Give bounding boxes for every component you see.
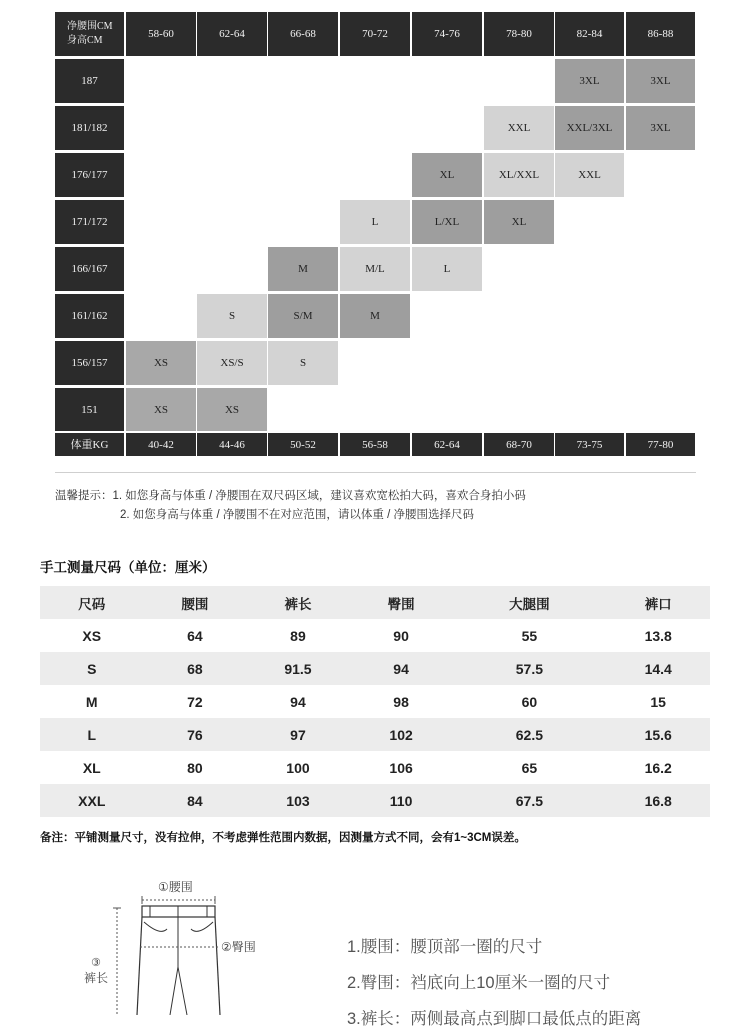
height-row-header: 176/177 (55, 153, 124, 197)
table-cell: 89 (290, 627, 306, 644)
size-cell: S (268, 341, 338, 385)
weight-range-cell: 50-52 (268, 433, 338, 456)
table-cell: L (87, 726, 97, 743)
inseam-right (178, 967, 187, 1015)
waist-range-header: 82-84 (555, 12, 624, 56)
table-cell: 14.4 (644, 660, 672, 677)
waist-range-header: 78-80 (484, 12, 554, 56)
table-cell: XS (82, 627, 102, 644)
weight-row-header: 体重KG (55, 433, 124, 456)
table-cell: 60 (521, 693, 538, 710)
size-cell: S/M (268, 294, 338, 338)
hip-label: ②臀围 (221, 940, 256, 954)
waist-range-header: 62-64 (197, 12, 267, 56)
table-row (40, 652, 710, 685)
waist-label: ①腰围 (158, 880, 193, 894)
size-cell: XXL (484, 106, 554, 150)
table-cell: XL (82, 759, 101, 776)
size-cell: 3XL (555, 59, 624, 103)
size-cell: M (340, 294, 410, 338)
corner-waist-label: 净腰围CM (67, 21, 113, 32)
size-cell: M (268, 247, 338, 291)
column-header: 大腿围 (509, 596, 550, 612)
length-number: ③ (91, 956, 101, 969)
size-cell: XL (412, 153, 482, 197)
table-cell: 100 (286, 759, 310, 776)
table-cell: 15 (650, 693, 666, 710)
table-cell: 72 (187, 693, 203, 710)
table-cell: 94 (393, 660, 409, 677)
table-cell: 106 (389, 759, 413, 776)
size-cell: XS (126, 341, 196, 385)
measurement-table (40, 586, 710, 817)
table-cell: 55 (521, 627, 538, 644)
table-cell: 68 (187, 660, 203, 677)
table-cell: 110 (389, 792, 413, 809)
tip-line-2: 2. 如您身高与体重 / 净腰围不在对应范围，请以体重 / 净腰围选择尺码 (120, 509, 474, 521)
table-cell: 67.5 (515, 792, 544, 809)
inseam-left (170, 917, 178, 1015)
table-cell: 98 (393, 693, 409, 710)
table-cell: 57.5 (515, 660, 544, 677)
corner-height-label: 身高CM (67, 35, 103, 46)
size-cell: XXL (555, 153, 624, 197)
outer-seam-right (215, 917, 220, 1015)
weight-range-cell: 68-70 (484, 433, 554, 456)
size-tips (55, 487, 526, 525)
size-cell: L (412, 247, 482, 291)
table-cell: M (85, 693, 98, 710)
tip-line-1: 温馨提示：1. 如您身高与体重 / 净腰围在双尺码区域，建议喜欢宽松拍大码，喜欢合身拍小码 (55, 490, 526, 502)
length-label: 裤长 (84, 971, 109, 985)
size-cell: L (340, 200, 410, 244)
table-cell: XXL (78, 792, 106, 809)
column-header: 裤口 (644, 596, 672, 612)
measure-title: 手工测量尺码（单位：厘米） (40, 560, 216, 575)
height-row-header: 156/157 (55, 341, 124, 385)
measure-note: 备注：平铺测量尺寸，没有拉伸，不考虑弹性范围内数据，因测量方式不同，会有1~3CM误差。 (40, 832, 526, 844)
pants-diagram (70, 872, 290, 1015)
table-row (40, 784, 710, 817)
outer-seam-left (137, 917, 142, 1015)
legend-length: 3.裤长：两侧最高点到脚口最低点的距离 (347, 1010, 642, 1028)
table-cell: 64 (187, 627, 203, 644)
table-cell: 16.2 (644, 759, 672, 776)
height-row-header: 181/182 (55, 106, 124, 150)
weight-range-cell: 40-42 (126, 433, 196, 456)
table-row (40, 619, 710, 652)
legend-waist: 1.腰围：腰顶部一圈的尺寸 (347, 938, 543, 956)
table-cell: 91.5 (284, 660, 312, 677)
pocket-right (191, 922, 213, 931)
size-cell: S (197, 294, 267, 338)
size-cell: XS (197, 388, 267, 431)
size-cell: XS/S (197, 341, 267, 385)
column-header: 臀围 (387, 596, 415, 612)
divider (55, 472, 696, 473)
weight-range-cell: 77-80 (626, 433, 695, 456)
size-cell: M/L (340, 247, 410, 291)
column-header: 裤长 (284, 596, 312, 612)
table-cell: 62.5 (515, 726, 544, 743)
size-cell: XXL/3XL (555, 106, 624, 150)
weight-range-cell: 56-58 (340, 433, 410, 456)
weight-range-cell: 44-46 (197, 433, 267, 456)
table-cell: 94 (290, 693, 306, 710)
height-row-header: 151 (55, 388, 124, 431)
table-cell: 102 (389, 726, 413, 743)
weight-range-cell: 73-75 (555, 433, 624, 456)
size-cell: L/XL (412, 200, 482, 244)
waist-range-header: 66-68 (268, 12, 338, 56)
table-cell: 90 (393, 627, 409, 644)
waist-range-header: 58-60 (126, 12, 196, 56)
height-row-header: 187 (55, 59, 124, 103)
size-cell: XL (484, 200, 554, 244)
size-cell: XS (126, 388, 196, 431)
size-cell: XL/XXL (484, 153, 554, 197)
table-row (40, 685, 710, 718)
table-cell: S (87, 660, 97, 677)
table-cell: 84 (187, 792, 203, 809)
legend-hip: 2.臀围：裆底向上10厘米一圈的尺寸 (347, 974, 611, 992)
table-cell: 76 (187, 726, 203, 743)
column-header: 腰围 (181, 596, 209, 612)
table-cell: 13.8 (644, 627, 672, 644)
waist-range-header: 86-88 (626, 12, 695, 56)
table-cell: 15.6 (644, 726, 672, 743)
height-row-header: 171/172 (55, 200, 124, 244)
table-cell: 103 (286, 792, 310, 809)
size-cell: 3XL (626, 106, 695, 150)
table-cell: 97 (290, 726, 306, 743)
waist-range-header: 70-72 (340, 12, 410, 56)
column-header: 尺码 (78, 596, 106, 612)
height-row-header: 161/162 (55, 294, 124, 338)
table-cell: 16.8 (644, 792, 672, 809)
waist-range-header: 74-76 (412, 12, 482, 56)
size-cell: 3XL (626, 59, 695, 103)
pocket-left (144, 922, 167, 931)
table-row (40, 751, 710, 784)
height-row-header: 166/167 (55, 247, 124, 291)
table-row (40, 718, 710, 751)
table-cell: 80 (187, 759, 203, 776)
weight-range-cell: 62-64 (412, 433, 482, 456)
grid-corner (55, 12, 124, 56)
table-cell: 65 (521, 759, 538, 776)
table-header-row (40, 586, 710, 619)
